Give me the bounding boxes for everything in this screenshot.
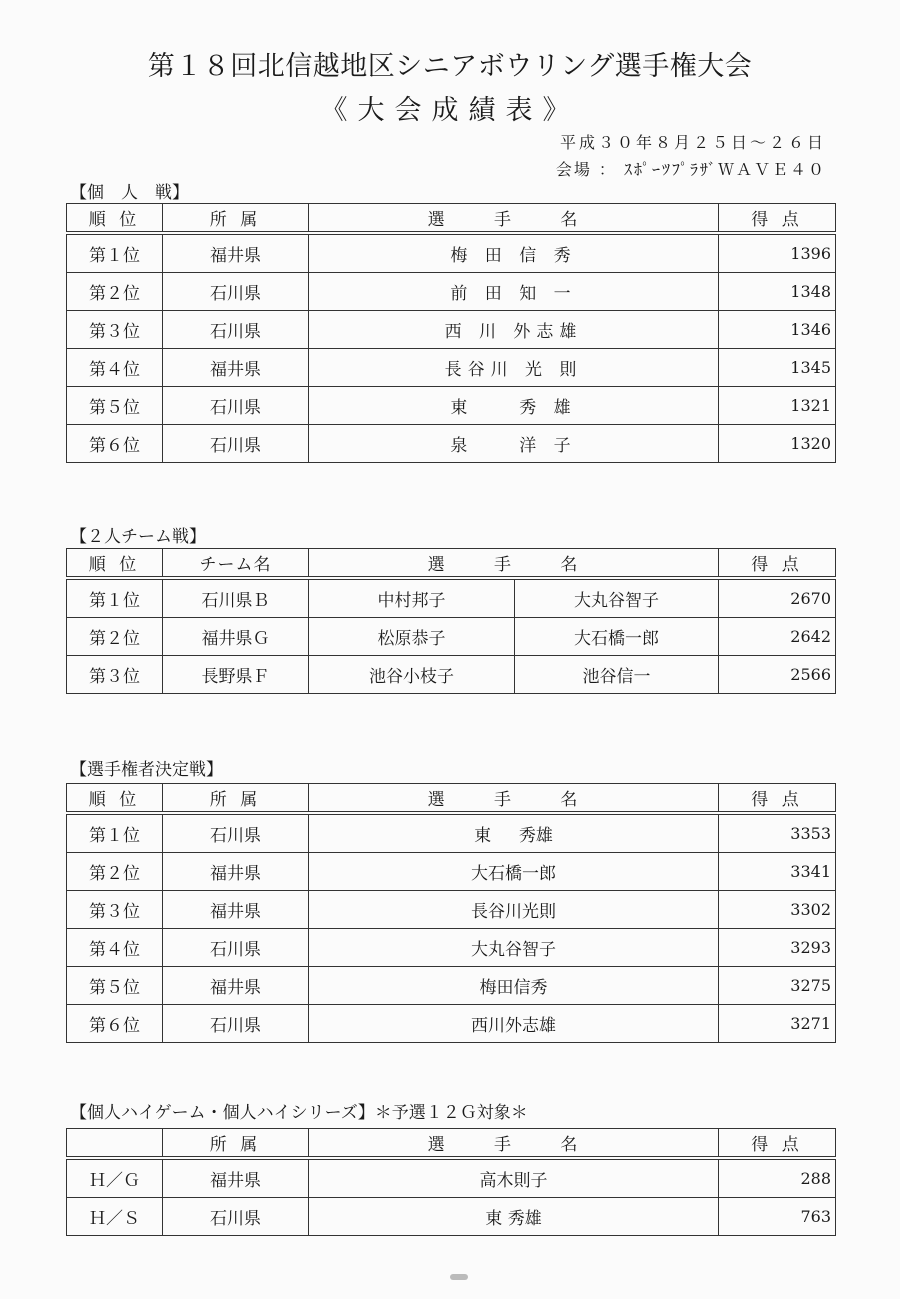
col-header-player: 選 手 名	[309, 784, 719, 814]
org-cell: 石川県	[163, 311, 309, 349]
table-row	[67, 1158, 836, 1198]
table-row	[67, 578, 836, 618]
org-cell: 石川県	[163, 273, 309, 311]
rank-cell: 第２位	[67, 853, 163, 891]
player-cell: 高木則子	[309, 1158, 719, 1198]
player1-cell: 中村邦子	[309, 578, 515, 618]
score-cell: 3302	[719, 891, 836, 929]
col-header-rank: 順 位	[67, 204, 163, 234]
score-cell: 2566	[719, 656, 836, 694]
org-cell: 福井県	[163, 967, 309, 1005]
col-header-org: 所 属	[163, 1129, 309, 1159]
player-cell: 西川外志雄	[309, 1005, 719, 1043]
col-header-org: 所 属	[163, 784, 309, 814]
rank-cell: 第４位	[67, 929, 163, 967]
player2-cell: 大丸谷智子	[515, 578, 719, 618]
section-title-final: 【選手権者決定戦】	[70, 760, 223, 780]
rank-cell: 第２位	[67, 618, 163, 656]
player-cell: 梅田信秀	[309, 967, 719, 1005]
document-title: 第１８回北信越地区シニアボウリング選手権大会	[147, 51, 753, 82]
score-cell: 1321	[719, 387, 836, 425]
section-title-team: 【２人チーム戦】	[70, 527, 206, 547]
player-cell: 長谷川 光 則	[309, 349, 719, 387]
section-title-individual: 【個 人 戦】	[70, 183, 189, 203]
col-header-score: 得 点	[719, 204, 836, 234]
table-row	[67, 967, 836, 1005]
player-cell: 長谷川光則	[309, 891, 719, 929]
player-cell: 東 秀 雄	[309, 387, 719, 425]
event-date: 平成３０年８月２５日～２６日	[559, 133, 826, 152]
team-results-table	[66, 548, 836, 694]
team-cell: 長野県Ｆ	[163, 656, 309, 694]
player-cell: 大石橋一郎	[309, 853, 719, 891]
rank-cell: 第６位	[67, 1005, 163, 1043]
score-cell: 763	[719, 1198, 836, 1236]
col-header-player: 選 手 名	[309, 1129, 719, 1159]
table-row	[67, 273, 836, 311]
player-cell: 大丸谷智子	[309, 929, 719, 967]
score-cell: 3293	[719, 929, 836, 967]
rank-cell: 第５位	[67, 387, 163, 425]
player-cell: 梅 田 信 秀	[309, 233, 719, 273]
rank-cell: 第１位	[67, 813, 163, 853]
individual-results-table	[66, 203, 836, 463]
org-cell: 福井県	[163, 1158, 309, 1198]
player-cell: 西 川 外志雄	[309, 311, 719, 349]
score-cell: 1348	[719, 273, 836, 311]
team-cell: 石川県Ｂ	[163, 578, 309, 618]
org-cell: 福井県	[163, 233, 309, 273]
col-header-score: 得 点	[719, 1129, 836, 1159]
table-row	[67, 656, 836, 694]
event-venue: 会場 ： ｽﾎﾟｰﾂﾌﾟﾗｻﾞＷＡＶＥ４０	[555, 160, 826, 179]
player1-cell: 池谷小枝子	[309, 656, 515, 694]
player1-cell: 松原恭子	[309, 618, 515, 656]
team-cell: 福井県Ｇ	[163, 618, 309, 656]
org-cell: 福井県	[163, 853, 309, 891]
col-header-rank: 順 位	[67, 784, 163, 814]
rank-cell: 第４位	[67, 349, 163, 387]
org-cell: 石川県	[163, 425, 309, 463]
score-cell: 1345	[719, 349, 836, 387]
rank-cell: 第６位	[67, 425, 163, 463]
score-cell: 3275	[719, 967, 836, 1005]
final-results-table	[66, 783, 836, 1043]
rank-cell: 第５位	[67, 967, 163, 1005]
col-header-score: 得 点	[719, 784, 836, 814]
player2-cell: 大石橋一郎	[515, 618, 719, 656]
scan-mark	[450, 1274, 468, 1280]
table-row	[67, 929, 836, 967]
rank-cell: 第３位	[67, 656, 163, 694]
col-header-player: 選 手 名	[309, 204, 719, 234]
table-row	[67, 891, 836, 929]
rank-cell: 第３位	[67, 891, 163, 929]
org-cell: 石川県	[163, 1198, 309, 1236]
rank-cell: 第１位	[67, 578, 163, 618]
col-header-type	[67, 1129, 163, 1159]
document-subtitle: 《大会成績表》	[320, 95, 580, 126]
org-cell: 福井県	[163, 349, 309, 387]
table-row	[67, 233, 836, 273]
col-header-player: 選 手 名	[309, 549, 719, 579]
player-cell: 東 秀雄	[309, 1198, 719, 1236]
score-cell: 3353	[719, 813, 836, 853]
score-cell: 1346	[719, 311, 836, 349]
score-cell: 3341	[719, 853, 836, 891]
score-cell: 2642	[719, 618, 836, 656]
org-cell: 石川県	[163, 929, 309, 967]
table-row	[67, 349, 836, 387]
section-title-high: 【個人ハイゲーム・個人ハイシリーズ】＊予選１２Ｇ対象＊	[70, 1103, 528, 1123]
table-row	[67, 853, 836, 891]
type-cell: Ｈ／Ｓ	[67, 1198, 163, 1236]
col-header-rank: 順 位	[67, 549, 163, 579]
rank-cell: 第１位	[67, 233, 163, 273]
type-cell: Ｈ／Ｇ	[67, 1158, 163, 1198]
player2-cell: 池谷信一	[515, 656, 719, 694]
col-header-team: チーム名	[163, 549, 309, 579]
rank-cell: 第２位	[67, 273, 163, 311]
player-cell: 東 秀雄	[309, 813, 719, 853]
rank-cell: 第３位	[67, 311, 163, 349]
org-cell: 福井県	[163, 891, 309, 929]
player-cell: 前 田 知 一	[309, 273, 719, 311]
table-row	[67, 618, 836, 656]
score-cell: 1320	[719, 425, 836, 463]
score-cell: 288	[719, 1158, 836, 1198]
table-row	[67, 387, 836, 425]
score-cell: 2670	[719, 578, 836, 618]
table-row	[67, 425, 836, 463]
score-cell: 1396	[719, 233, 836, 273]
score-cell: 3271	[719, 1005, 836, 1043]
org-cell: 石川県	[163, 1005, 309, 1043]
table-row	[67, 1005, 836, 1043]
org-cell: 石川県	[163, 387, 309, 425]
col-header-org: 所 属	[163, 204, 309, 234]
table-row	[67, 1198, 836, 1236]
col-header-score: 得 点	[719, 549, 836, 579]
table-row	[67, 311, 836, 349]
high-score-table	[66, 1128, 836, 1236]
table-row	[67, 813, 836, 853]
player-cell: 泉 洋 子	[309, 425, 719, 463]
org-cell: 石川県	[163, 813, 309, 853]
